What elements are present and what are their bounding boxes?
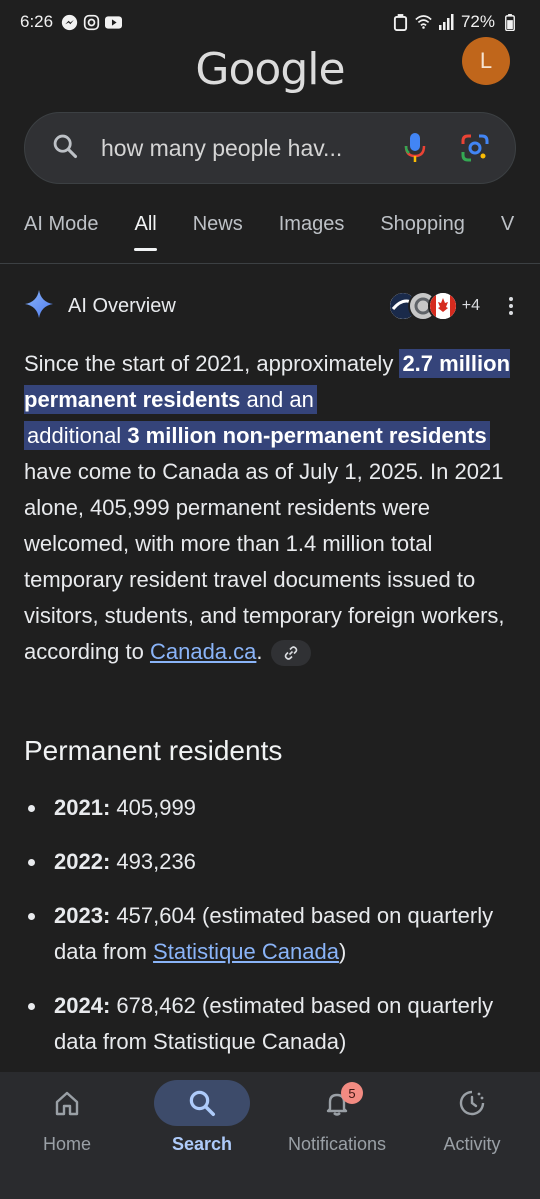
voice-search-icon[interactable] bbox=[395, 128, 435, 168]
google-lens-icon[interactable] bbox=[455, 128, 495, 168]
permanent-residents-list bbox=[24, 790, 518, 1078]
nav-search-label: Search bbox=[171, 1134, 233, 1154]
recycle-icon bbox=[392, 14, 409, 31]
ai-overview-title: AI Overview bbox=[68, 294, 176, 317]
tab-videos[interactable]: V bbox=[500, 213, 515, 235]
nav-home-label: Home bbox=[42, 1134, 91, 1154]
notification-badge: 5 bbox=[341, 1082, 363, 1104]
list-item-year: 2023: bbox=[54, 903, 111, 928]
battery-level: 72% bbox=[460, 12, 495, 31]
link-icon bbox=[283, 645, 299, 661]
list-item-text: 457,604 (estimated based on quarterly data from bbox=[54, 903, 494, 964]
highlight-part: 3 million non-permanent residents bbox=[127, 423, 487, 448]
nav-notifications-label: Notifications bbox=[287, 1134, 387, 1154]
nav-home[interactable] bbox=[7, 1080, 127, 1155]
instagram-icon bbox=[83, 14, 100, 31]
wifi-icon bbox=[415, 14, 432, 31]
nav-activity-label: Activity bbox=[443, 1134, 501, 1154]
overview-text-part: . bbox=[256, 639, 263, 664]
tab-images[interactable]: Images bbox=[278, 213, 345, 235]
section-heading: Permanent residents bbox=[24, 735, 283, 766]
activity-icon bbox=[457, 1088, 487, 1118]
status-bar bbox=[0, 0, 540, 44]
overview-text-part: Since the start of 2021, approximately bbox=[24, 351, 400, 376]
battery-icon bbox=[501, 14, 518, 31]
source-link-statistique-canada[interactable]: Statistique Canada bbox=[153, 939, 339, 964]
ai-overview-header bbox=[24, 286, 516, 326]
overview-text-part: have come to Canada as of July 1, 2025. In 2021 alone, 405,999 permanent residents were welcomed, with more than 1.4 million total temporary resident travel documents issued to visitors, students, and temporary foreign workers, according to bbox=[24, 459, 505, 664]
nav-activity[interactable] bbox=[412, 1080, 532, 1155]
source-favicon-canada-icon bbox=[428, 291, 458, 321]
link-chip[interactable] bbox=[271, 640, 311, 666]
list-item bbox=[24, 844, 518, 880]
tab-shopping[interactable]: Shopping bbox=[380, 213, 465, 235]
search-icon bbox=[51, 132, 79, 165]
google-logo: Google bbox=[195, 44, 345, 95]
messenger-icon bbox=[61, 14, 78, 31]
list-item-text: 405,999 bbox=[110, 795, 196, 820]
list-item-year: 2024: bbox=[54, 993, 111, 1018]
tab-news[interactable]: News bbox=[192, 213, 243, 235]
list-item-text: 678,462 (estimated based on quarterly data from Statistique Canada) bbox=[54, 993, 494, 1054]
source-count: +4 bbox=[461, 297, 480, 314]
highlight-part: 2.7 million permanent residents bbox=[24, 351, 511, 412]
signal-icon bbox=[438, 14, 455, 31]
list-item bbox=[24, 898, 518, 970]
list-item-text: ) bbox=[338, 939, 347, 964]
ai-sparkle-icon bbox=[24, 289, 54, 324]
highlight-part: additional bbox=[27, 423, 128, 448]
youtube-icon bbox=[105, 14, 122, 31]
more-options-icon[interactable] bbox=[506, 297, 516, 315]
status-time: 6:26 bbox=[20, 12, 54, 31]
ai-overview-text bbox=[24, 346, 518, 670]
tabs-divider bbox=[0, 263, 540, 264]
source-link-canada[interactable]: Canada.ca bbox=[149, 639, 257, 664]
list-item bbox=[24, 790, 518, 826]
list-item bbox=[24, 988, 518, 1060]
account-avatar[interactable]: L bbox=[462, 37, 510, 85]
list-item-text: 493,236 bbox=[110, 849, 196, 874]
search-bar[interactable] bbox=[24, 112, 516, 184]
nav-notifications[interactable] bbox=[277, 1080, 397, 1155]
list-item-year: 2022: bbox=[54, 849, 111, 874]
list-item-year: 2021: bbox=[54, 795, 111, 820]
tab-all[interactable]: All bbox=[134, 205, 156, 255]
search-nav-icon bbox=[187, 1088, 217, 1118]
search-query[interactable]: how many people hav... bbox=[101, 134, 343, 161]
highlight-part: and an bbox=[240, 387, 314, 412]
nav-search[interactable] bbox=[142, 1080, 262, 1155]
search-tabs bbox=[24, 205, 540, 255]
highlight-text bbox=[24, 421, 490, 450]
tab-ai-mode[interactable]: AI Mode bbox=[24, 213, 99, 235]
home-icon bbox=[52, 1088, 82, 1118]
source-favicons[interactable] bbox=[398, 291, 480, 321]
bottom-navigation bbox=[0, 1072, 540, 1199]
